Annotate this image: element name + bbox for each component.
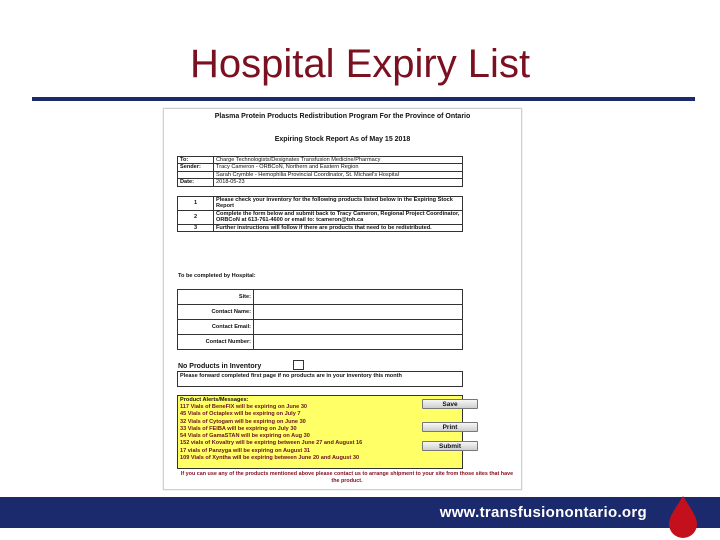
table-row — [178, 224, 463, 231]
hospital-section-label: To be completed by Hospital: — [178, 273, 256, 279]
contact-email-input[interactable] — [254, 320, 463, 335]
meta-key: To: — [178, 157, 214, 164]
table-row — [178, 197, 463, 211]
contact-name-input[interactable] — [254, 305, 463, 320]
step-number: 2 — [178, 210, 214, 224]
meta-key: Date: — [178, 179, 214, 186]
meta-key — [178, 171, 214, 178]
product-alerts-box — [177, 395, 463, 469]
list-item: 152 vials of Kovaltry will be expiring between June 27 and August 16 — [180, 440, 363, 447]
table-row — [178, 335, 463, 350]
slide-title: Hospital Expiry List — [189, 42, 531, 86]
list-item: 17 vials of Panzyga will be expiring on August 31 — [180, 447, 311, 454]
table-row — [178, 320, 463, 335]
hospital-contact-table — [177, 289, 463, 350]
no-products-label: No Products in Inventory — [178, 363, 262, 370]
site-label: Site: — [178, 290, 254, 305]
table-row — [178, 179, 463, 186]
list-item: 32 Vials of Cytogam will be expiring on June 30 — [180, 418, 306, 425]
contact-number-label: Contact Number: — [178, 335, 254, 350]
footer-bar — [0, 497, 720, 528]
no-products-checkbox[interactable] — [293, 360, 304, 370]
list-item: 33 Vials of FEIBA will be expiring on July 30 — [180, 425, 297, 432]
form-subheader: Expiring Stock Report As of May 15 2018 — [274, 136, 411, 143]
submit-button[interactable]: Submit — [422, 441, 478, 451]
meta-value: Sarah Crymble - Hemophilia Provincial Coordinator, St. Michael's Hospital — [214, 171, 463, 178]
site-input[interactable] — [254, 290, 463, 305]
save-button[interactable]: Save — [422, 399, 478, 409]
contact-name-label: Contact Name: — [178, 305, 254, 320]
table-row — [178, 157, 463, 164]
step-text: Further instructions will follow if there are products that need to be redistributed. — [214, 224, 463, 231]
meta-key: Sender: — [178, 164, 214, 171]
list-item: 45 Vials of Octaplex will be expiring on July 7 — [180, 411, 301, 418]
meta-value: Charge Technologists/Designates Transfusion Medicine/Pharmacy — [214, 157, 463, 164]
form-header: Plasma Protein Products Redistribution Program For the Province of Ontario — [214, 113, 471, 120]
expiry-report-form — [163, 108, 522, 490]
meta-table — [177, 156, 463, 187]
print-button[interactable]: Print — [422, 422, 478, 432]
table-row — [178, 171, 463, 178]
contact-email-label: Contact Email: — [178, 320, 254, 335]
table-row — [178, 164, 463, 171]
table-row — [178, 305, 463, 320]
website-link[interactable]: www.transfusionontario.org — [439, 504, 647, 521]
list-item: 109 Vials of Xyntha will be expiring between June 20 and August 30 — [180, 455, 360, 462]
footer-note: If you can use any of the products mentioned above please contact us to arrange shipment to your site from those sites that have the product. — [180, 471, 514, 484]
step-text: Please check your inventory for the following products listed below in the Expiring Stock Report — [214, 197, 463, 211]
title-divider — [32, 97, 695, 101]
steps-table — [177, 196, 463, 232]
blood-drop-icon — [666, 494, 700, 538]
table-row — [178, 210, 463, 224]
step-text: Complete the form below and submit back to Tracy Cameron, Regional Project Coordinator, ORBCoN at 613-761-4600 or email to: tcameron@toh.ca — [214, 210, 463, 224]
step-number: 3 — [178, 224, 214, 231]
list-item: 54 Vials of GamaSTAN will be expiring on Aug 30 — [180, 433, 310, 440]
list-item: 117 Vials of BeneFIX will be expiring on June 30 — [180, 404, 308, 410]
table-row — [178, 290, 463, 305]
meta-value: 2018-05-23 — [214, 179, 463, 186]
alerts-list — [180, 404, 410, 462]
forward-note: Please forward completed first page if no products are in your inventory this month — [177, 371, 463, 387]
step-number: 1 — [178, 197, 214, 211]
meta-value: Tracy Cameron - ORBCoN, Northern and Eastern Region — [214, 164, 463, 171]
contact-number-input[interactable] — [254, 335, 463, 350]
alerts-heading: Product Alerts/Messages: — [180, 397, 249, 403]
